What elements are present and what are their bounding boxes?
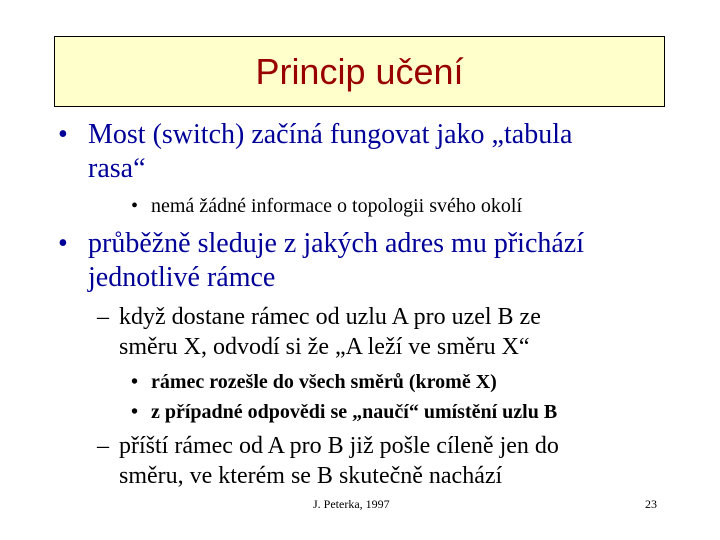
dash-1-line-2: směru X, odvodí si že „A leží ve směru X“ bbox=[119, 334, 530, 360]
bullet-2-line-2: jednotlivé rámce bbox=[88, 262, 276, 293]
dash-2-line-1: příští rámec od A pro B již pošle cíleně jen do bbox=[119, 433, 559, 459]
footer-author: J. Peterka, 1997 bbox=[313, 497, 390, 511]
dash-1-line-1: když dostane rámec od uzlu A pro uzel B ze bbox=[119, 304, 541, 330]
bullet-dash: – bbox=[97, 433, 109, 459]
title-box bbox=[54, 36, 665, 107]
dash-2-line-2: směru, ve kterém se B skutečně nachází bbox=[119, 463, 503, 489]
bullet-1-sub-1: nemá žádné informace o topologii svého okolí bbox=[151, 195, 523, 217]
bullet-dot: • bbox=[131, 195, 139, 217]
bullet-1-line-2: rasa“ bbox=[88, 153, 146, 184]
slide-title: Princip učení bbox=[255, 50, 464, 92]
dash-1-sub-2: z případné odpovědi se „naučí“ umístění uzlu B bbox=[151, 401, 558, 423]
bullet-dot: • bbox=[58, 119, 68, 150]
bullet-1-line-1: Most (switch) začíná fungovat jako „tabula bbox=[88, 119, 573, 150]
footer-page-number: 23 bbox=[645, 497, 657, 511]
bullet-dot: • bbox=[58, 228, 68, 259]
bullet-dash: – bbox=[97, 304, 109, 330]
bullet-dot: • bbox=[131, 401, 139, 423]
bullet-dot: • bbox=[131, 371, 139, 393]
bullet-2-line-1: průběžně sleduje z jakých adres mu přichází bbox=[88, 228, 585, 259]
dash-1-sub-1: rámec rozešle do všech směrů (kromě X) bbox=[151, 371, 497, 393]
